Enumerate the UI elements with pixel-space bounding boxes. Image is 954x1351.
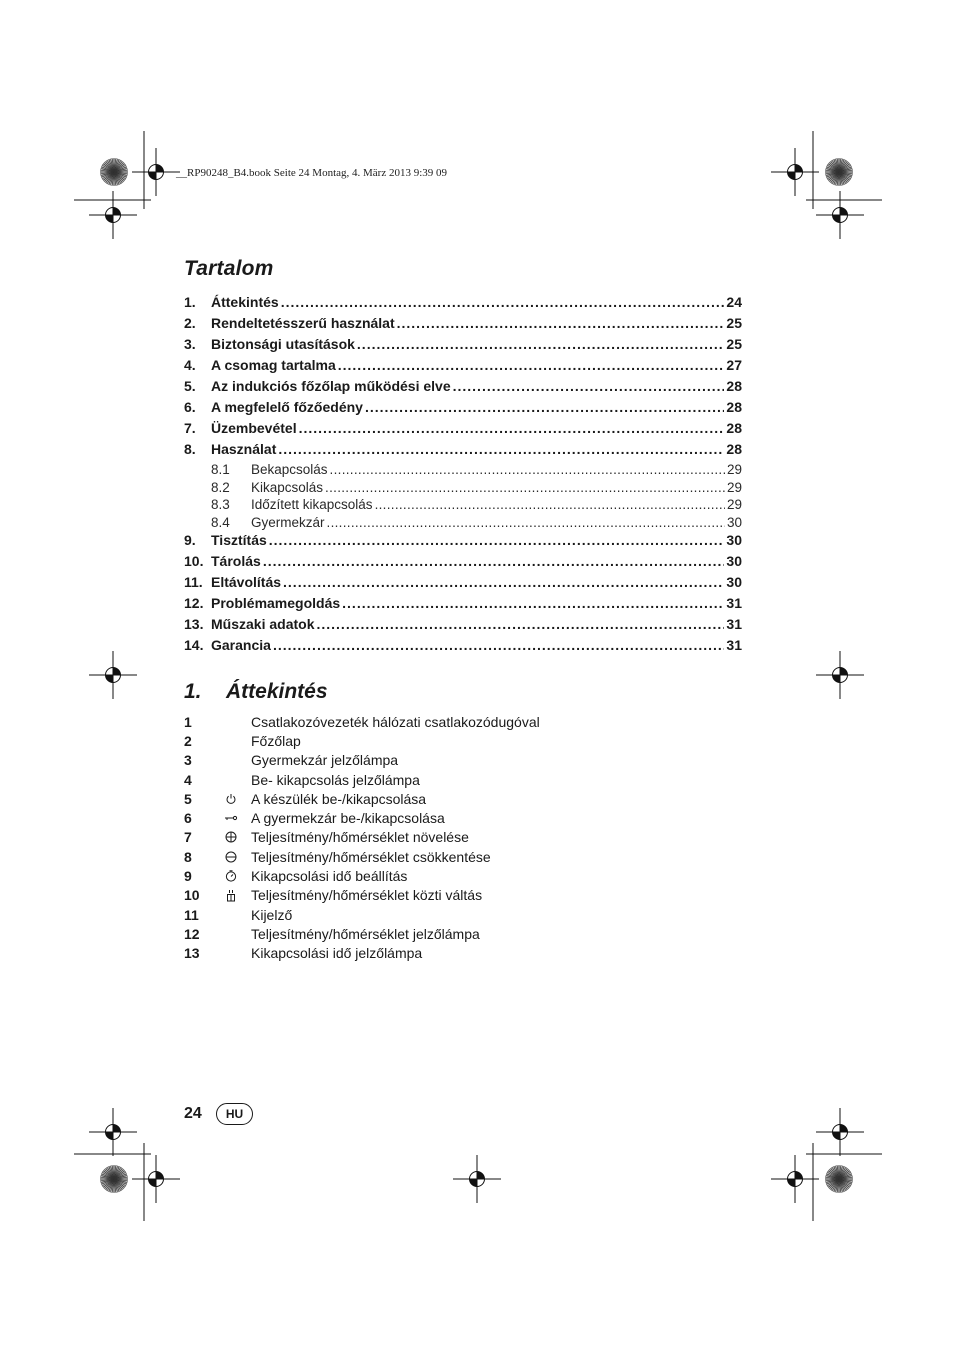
toc-entry-number: 12.: [184, 595, 204, 611]
part-label: Főzőlap: [251, 732, 301, 749]
toc-leader-dots: [299, 420, 725, 436]
part-item: [184, 789, 744, 808]
toc-entry-page: 29: [726, 497, 742, 512]
registration-mark-icon: [816, 651, 864, 699]
toc-leader-dots: [263, 553, 725, 569]
toc-entry-number: 6.: [184, 399, 196, 415]
toc-entry-number: 8.: [184, 441, 196, 457]
part-item: [184, 905, 744, 924]
part-number: 2: [184, 732, 192, 749]
part-item: [184, 924, 744, 943]
toc-entry[interactable]: [184, 441, 742, 462]
part-number: 3: [184, 752, 192, 769]
toc-leader-dots: [338, 357, 725, 373]
part-item: [184, 751, 744, 770]
part-label: Be- kikapcsolás jelzőlámpa: [251, 771, 420, 788]
parts-list: [184, 712, 744, 963]
toc-entry[interactable]: [184, 420, 742, 441]
toc-entry-page: 28: [726, 378, 742, 394]
toc-entry-number: 3.: [184, 336, 196, 352]
part-label: Csatlakozóvezeték hálózati csatlakozódugóval: [251, 713, 540, 730]
toc-leader-dots: [342, 595, 724, 611]
toc-leader-dots: [375, 497, 725, 512]
registration-mark-icon: [132, 1155, 180, 1203]
part-item: [184, 712, 744, 731]
registration-mark-icon: [132, 148, 180, 196]
toc-entry[interactable]: [184, 357, 742, 378]
toc-entry-title: A csomag tartalma: [211, 357, 336, 373]
toc-leader-dots: [327, 515, 725, 530]
toc-entry[interactable]: [184, 553, 742, 574]
part-number: 6: [184, 810, 192, 827]
crop-line: [73, 199, 152, 201]
toc-entry-number: 8.4: [211, 514, 230, 530]
toc-entry-page: 28: [726, 420, 742, 436]
registration-mark-icon: [453, 1155, 501, 1203]
toc-entry-page: 30: [726, 574, 742, 590]
part-label: Teljesítmény/hőmérséklet közti váltás: [251, 887, 483, 904]
toc-entry[interactable]: [184, 616, 742, 637]
part-number: 11: [184, 906, 199, 923]
part-label: Teljesítmény/hőmérséklet növelése: [251, 829, 469, 846]
toc-entry[interactable]: [184, 574, 742, 595]
toc-leader-dots: [281, 294, 725, 310]
toc-entry-number: 8.2: [211, 479, 230, 495]
part-item: [184, 847, 744, 866]
part-number: 12: [184, 925, 200, 942]
toc-entry-title: Eltávolítás: [211, 574, 282, 590]
crop-line: [812, 130, 814, 210]
toc-entry-page: 24: [726, 294, 742, 310]
section-title-text: Áttekintés: [226, 680, 328, 703]
toc-entry-title: Tárolás: [211, 553, 261, 569]
part-number: 1: [184, 713, 192, 730]
registration-mark-icon: [816, 1108, 864, 1156]
toc-entry[interactable]: [184, 595, 742, 616]
part-label: A gyermekzár be-/kikapcsolása: [251, 810, 445, 827]
toc-entry-title: Üzembevétel: [211, 420, 297, 436]
toc-entry[interactable]: [184, 497, 742, 515]
part-number: 7: [184, 829, 192, 846]
mode-switch-icon: [211, 889, 251, 902]
toc-leader-dots: [325, 480, 725, 495]
print-header-info: __RP90248_B4.book Seite 24 Montag, 4. März 2013 9:39 09: [176, 167, 448, 179]
part-number: 9: [184, 868, 192, 885]
toc-leader-dots: [365, 399, 724, 415]
toc-entry[interactable]: [184, 637, 742, 658]
color-calibration-icon: [824, 157, 854, 187]
toc-entry-page: 25: [726, 336, 742, 352]
toc-entry-title: Műszaki adatok: [211, 616, 315, 632]
toc-entry-title: Garancia: [211, 637, 271, 653]
color-calibration-icon: [99, 1164, 129, 1194]
toc-leader-dots: [357, 336, 725, 352]
toc-entry-page: 25: [726, 315, 742, 331]
toc-entry-number: 14.: [184, 637, 204, 653]
part-label: A készülék be-/kikapcsolása: [251, 790, 427, 807]
toc-entry-page: 31: [726, 637, 742, 653]
part-label: Kikapcsolási idő beállítás: [251, 868, 408, 885]
toc-entry[interactable]: [184, 336, 742, 357]
toc-entry-page: 31: [726, 616, 742, 632]
toc-entry-number: 8.1: [211, 462, 230, 477]
color-calibration-icon: [99, 157, 129, 187]
toc-entry-number: 5.: [184, 378, 196, 394]
part-item: [184, 886, 744, 905]
toc-entry-title: Az indukciós főzőlap működési elve: [211, 378, 451, 394]
toc-entry-number: 2.: [184, 315, 196, 331]
part-item: [184, 828, 744, 847]
toc-entry-number: 13.: [184, 616, 204, 632]
toc-entry[interactable]: [184, 399, 742, 420]
language-badge: HU: [216, 1103, 253, 1125]
section-number: 1.: [184, 680, 202, 703]
part-number: 10: [184, 887, 200, 904]
part-number: 4: [184, 771, 192, 788]
toc-entry-page: 30: [726, 553, 742, 569]
toc-leader-dots: [397, 315, 725, 331]
toc-entry[interactable]: [184, 294, 742, 315]
toc-entry[interactable]: [184, 378, 742, 399]
crop-line: [805, 199, 883, 201]
toc-entry[interactable]: [184, 315, 742, 336]
color-calibration-icon: [824, 1164, 854, 1194]
minus-circle-icon: [211, 851, 251, 863]
toc-entry-title: Időzített kikapcsolás: [251, 497, 373, 512]
crop-line: [73, 1153, 152, 1155]
toc-leader-dots: [330, 462, 725, 477]
toc-title: Tartalom: [184, 257, 274, 280]
toc-entry-page: 29: [726, 462, 742, 477]
toc-entry-page: 28: [726, 441, 742, 457]
toc-entry-title: Áttekintés: [211, 294, 279, 310]
plus-circle-icon: [211, 831, 251, 843]
toc-entry-number: 8.3: [211, 497, 230, 512]
toc-entry-number: 11.: [184, 574, 203, 590]
toc-entry-number: 7.: [184, 420, 196, 436]
page-number: 24: [184, 1105, 202, 1122]
toc-entry-title: Biztonsági utasítások: [211, 336, 355, 352]
table-of-contents: [184, 294, 742, 658]
toc-entry-title: Rendeltetésszerű használat: [211, 315, 395, 331]
part-item: [184, 944, 744, 963]
toc-leader-dots: [316, 616, 724, 632]
toc-entry-number: 4.: [184, 357, 196, 373]
part-item: [184, 866, 744, 885]
toc-entry-page: 28: [726, 399, 742, 415]
toc-entry-title: Gyermekzár: [251, 514, 325, 530]
part-number: 13: [184, 945, 200, 962]
toc-leader-dots: [273, 637, 724, 653]
timer-icon: [211, 870, 251, 882]
toc-leader-dots: [269, 532, 725, 548]
crop-line: [805, 1153, 883, 1155]
toc-entry[interactable]: [184, 515, 742, 533]
power-icon: [211, 793, 251, 805]
toc-leader-dots: [278, 441, 724, 457]
registration-mark-icon: [89, 1108, 137, 1156]
part-number: 5: [184, 790, 192, 807]
part-number: 8: [184, 848, 192, 865]
part-item: [184, 808, 744, 827]
registration-mark-icon: [89, 651, 137, 699]
toc-entry[interactable]: [184, 480, 742, 498]
toc-entry-title: A megfelelő főzőedény: [211, 399, 363, 415]
part-label: Kijelző: [251, 906, 293, 923]
part-label: Teljesítmény/hőmérséklet jelzőlámpa: [251, 925, 480, 942]
key-icon: [211, 814, 251, 822]
toc-entry-page: 27: [726, 357, 742, 373]
toc-entry-page: 29: [726, 479, 742, 495]
toc-entry-title: Bekapcsolás: [251, 462, 328, 477]
toc-entry-title: Problémamegoldás: [211, 595, 341, 611]
part-item: [184, 731, 744, 750]
toc-entry-title: Kikapcsolás: [251, 479, 324, 495]
toc-entry[interactable]: [184, 532, 742, 553]
part-label: Kikapcsolási idő jelzőlámpa: [251, 945, 423, 962]
toc-leader-dots: [283, 574, 724, 590]
toc-entry-number: 10.: [184, 553, 204, 569]
toc-entry-number: 1.: [184, 294, 196, 310]
toc-leader-dots: [453, 378, 725, 394]
part-label: Gyermekzár jelzőlámpa: [251, 752, 399, 769]
toc-entry-page: 31: [726, 595, 742, 611]
crop-line: [143, 130, 145, 210]
toc-entry-page: 30: [726, 532, 742, 548]
toc-entry-page: 30: [726, 514, 742, 530]
toc-entry-title: Használat: [211, 441, 277, 457]
toc-entry-title: Tisztítás: [211, 532, 267, 548]
toc-entry[interactable]: [184, 462, 742, 480]
part-item: [184, 770, 744, 789]
toc-entry-number: 9.: [184, 532, 196, 548]
section-title: [184, 680, 328, 704]
part-label: Teljesítmény/hőmérséklet csökkentése: [251, 848, 491, 865]
